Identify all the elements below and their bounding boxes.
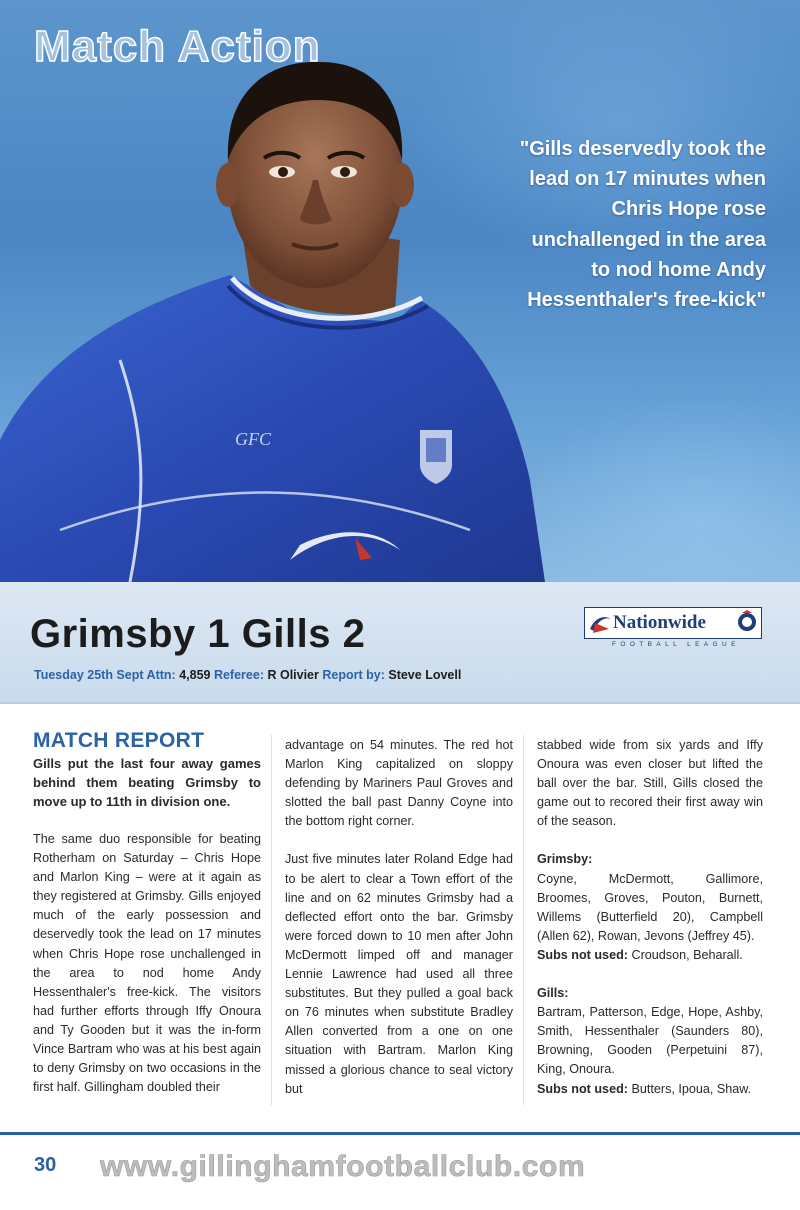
gills-lineup: Bartram, Patterson, Edge, Hope, Ashby, Smith, Hessenthaler (Saunders 80), Browning, Gooden (Perpetuini 87), King, Onoura. [537, 1005, 763, 1077]
attn-label: Attn: [146, 668, 176, 682]
band-divider [0, 702, 800, 704]
report-label: Report by: [322, 668, 385, 682]
nationwide-logo-icon [584, 607, 762, 653]
report-value: Steve Lovell [388, 668, 462, 682]
grimsby-lineup: Coyne, McDermott, Gallimore, Broomes, Groves, Pouton, Burnett, Willems (Butterfield 20), Campbell (Allen 62), Rowan, Jevons (Jeffrey 45). [537, 871, 763, 943]
article-column-3 [537, 736, 763, 1118]
footer-rule [0, 1132, 800, 1135]
pull-quote: "Gills deservedly took the lead on 17 minutes when Chris Hope rose unchallenged in the area to nod home Andy Hessenthaler's free-kick" [519, 138, 766, 312]
grimsby-subs-label: Subs not used: [537, 947, 628, 962]
gills-subs [537, 1080, 763, 1099]
column-divider [523, 735, 524, 1105]
gills-subs-list: Butters, Ipoua, Shaw. [631, 1081, 752, 1096]
sponsor-box [584, 607, 762, 639]
report-heading: MATCH REPORT [33, 729, 205, 752]
attn-value: 4,859 [179, 668, 211, 682]
article-column-1 [33, 730, 261, 1116]
article-column-2 [285, 736, 513, 1118]
section-title: Match Action [34, 22, 321, 71]
article-lead: Gills put the last four away games behind them beating Grimsby to move up to 11th in division one. [33, 756, 261, 809]
match-meta [34, 668, 461, 682]
sponsor-name: Nationwide [613, 612, 706, 633]
article-paragraph: The same duo responsible for beating Rotherham on Saturday – Chris Hope and Marlon King – were at it again as they registered at Grimsby. Gills enjoyed much of the early possession and deservedly took the lead on 17 minutes when Chris Hope rose unchallenged in the area to nod home Andy Hessenthaler's free-kick. The visitors had further efforts through Iffy Onoura and Ty Gooden but it was the in-form Vince Bartram who was at his best again to deny Grimsby on two occasions in the first half. Gillingham doubled their [33, 832, 261, 1095]
gfc-crest-icon [420, 430, 452, 484]
column-divider [271, 735, 272, 1105]
referee-label: Referee: [213, 668, 264, 682]
headline-band [0, 582, 800, 702]
grimsby-subs [537, 946, 763, 965]
article-paragraph: advantage on 54 minutes. The red hot Marlon King capitalized on sloppy defending by Mariners Paul Groves and slotted the ball past Danny Coyne into the bottom right corner. [285, 738, 513, 829]
match-photo [0, 0, 800, 582]
article-paragraph: Just five minutes later Roland Edge had to be alert to clear a Town effort of the line and on 62 minutes Grimsby had a deflected effort onto the bar. Grimsby were forced down to 10 men after John McDermott limped off and manager Lennie Lawrence had used all three substitutes. But they pulled a goal back on 76 minutes when substitute Bradley Allen converted from a one on one situation with Bartram. Marlon King missed a glorious chance to seal victory but [285, 852, 513, 1096]
page-number: 30 [34, 1154, 57, 1176]
grimsby-label: Grimsby: [537, 852, 593, 867]
sponsor-swoosh-icon [587, 609, 613, 637]
sponsor-subtitle: FOOTBALL LEAGUE [612, 641, 740, 648]
grimsby-subs-list: Croudson, Beharall. [631, 947, 743, 962]
club-website-url[interactable]: www.gillinghamfootballclub.com [100, 1150, 586, 1183]
gills-label: Gills: [537, 986, 569, 1001]
article-paragraph: stabbed wide from six yards and Iffy Onoura was even closer but lifted the ball over the bar. Still, Gills closed the game out to recored their first away win of the season. [537, 738, 763, 829]
match-date: Tuesday 25th Sept [34, 668, 144, 682]
referee-value: R Olivier [267, 668, 319, 682]
gills-subs-label: Subs not used: [537, 1081, 628, 1096]
match-headline: Grimsby 1 Gills 2 [30, 612, 366, 656]
svg-text:GFC: GFC [235, 429, 271, 449]
league-crest-icon [736, 610, 758, 636]
